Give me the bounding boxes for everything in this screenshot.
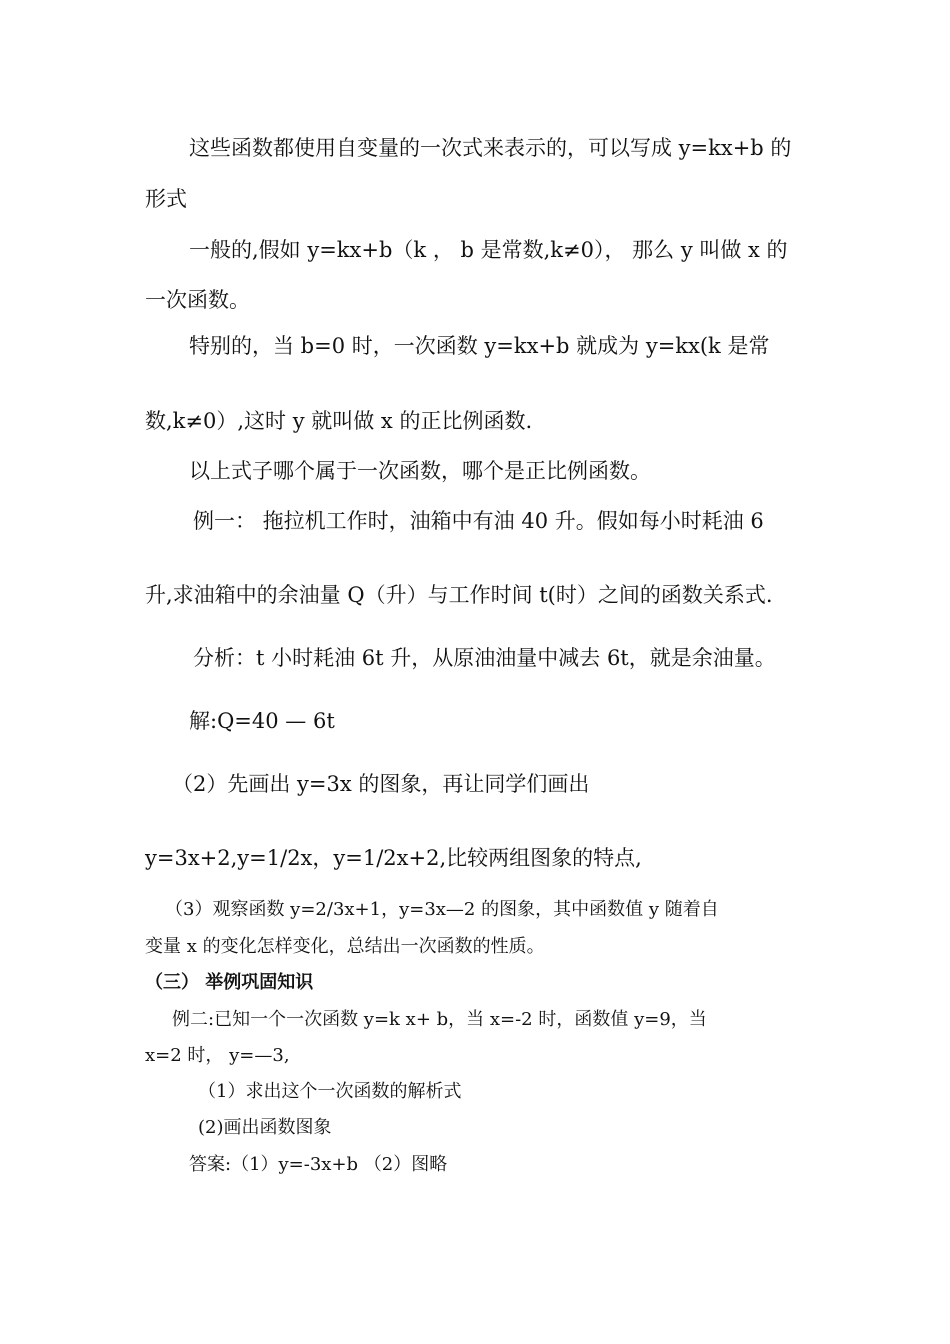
paragraph-line-4: 一次函数。 bbox=[145, 288, 250, 312]
step-three-line-2: 变量 x 的变化怎样变化，总结出一次函数的性质。 bbox=[145, 936, 545, 957]
example-two-line-1: 例二:已知一个一次函数 y=k x+ b，当 x=-2 时，函数值 y=9，当 bbox=[172, 1009, 707, 1030]
paragraph-line-7: 以上式子哪个属于一次函数，哪个是正比例函数。 bbox=[189, 459, 651, 483]
example-one-line-2: 升,求油箱中的余油量 Q（升）与工作时间 t(时）之间的函数关系式. bbox=[145, 583, 773, 607]
step-two-line-1: （2）先画出 y=3x 的图象，再让同学们画出 bbox=[172, 772, 590, 796]
question-one: （1）求出这个一次函数的解析式 bbox=[198, 1081, 462, 1102]
question-two: (2)画出函数图象 bbox=[198, 1117, 332, 1138]
step-two-line-2: y=3x+2,y=1/2x，y=1/2x+2,比较两组图象的特点, bbox=[145, 846, 642, 870]
paragraph-line-2: 形式 bbox=[145, 187, 187, 211]
solution-line: 解:Q=40 — 6t bbox=[189, 709, 335, 733]
example-one-line-1: 例一： 拖拉机工作时，油箱中有油 40 升。假如每小时耗油 6 bbox=[193, 509, 764, 533]
example-two-line-2: x=2 时， y=—3, bbox=[145, 1045, 290, 1066]
step-three-line-1: （3）观察函数 y=2/3x+1，y=3x—2 的图象，其中函数值 y 随着自 bbox=[165, 899, 719, 920]
section-heading: （三） 举例巩固知识 bbox=[145, 972, 314, 993]
analysis-line: 分析：t 小时耗油 6t 升，从原油油量中减去 6t，就是余油量。 bbox=[193, 646, 776, 670]
paragraph-line-6: 数,k≠0）,这时 y 就叫做 x 的正比例函数. bbox=[145, 409, 533, 433]
paragraph-line-1: 这些函数都使用自变量的一次式来表示的，可以写成 y=kx+b 的 bbox=[189, 136, 792, 160]
answer-line: 答案:（1）y=-3x+b （2）图略 bbox=[189, 1154, 448, 1175]
paragraph-line-3: 一般的,假如 y=kx+b（k ， b 是常数,k≠0）， 那么 y 叫做 x 的 bbox=[189, 238, 788, 262]
paragraph-line-5: 特别的，当 b=0 时，一次函数 y=kx+b 就成为 y=kx(k 是常 bbox=[189, 334, 770, 358]
